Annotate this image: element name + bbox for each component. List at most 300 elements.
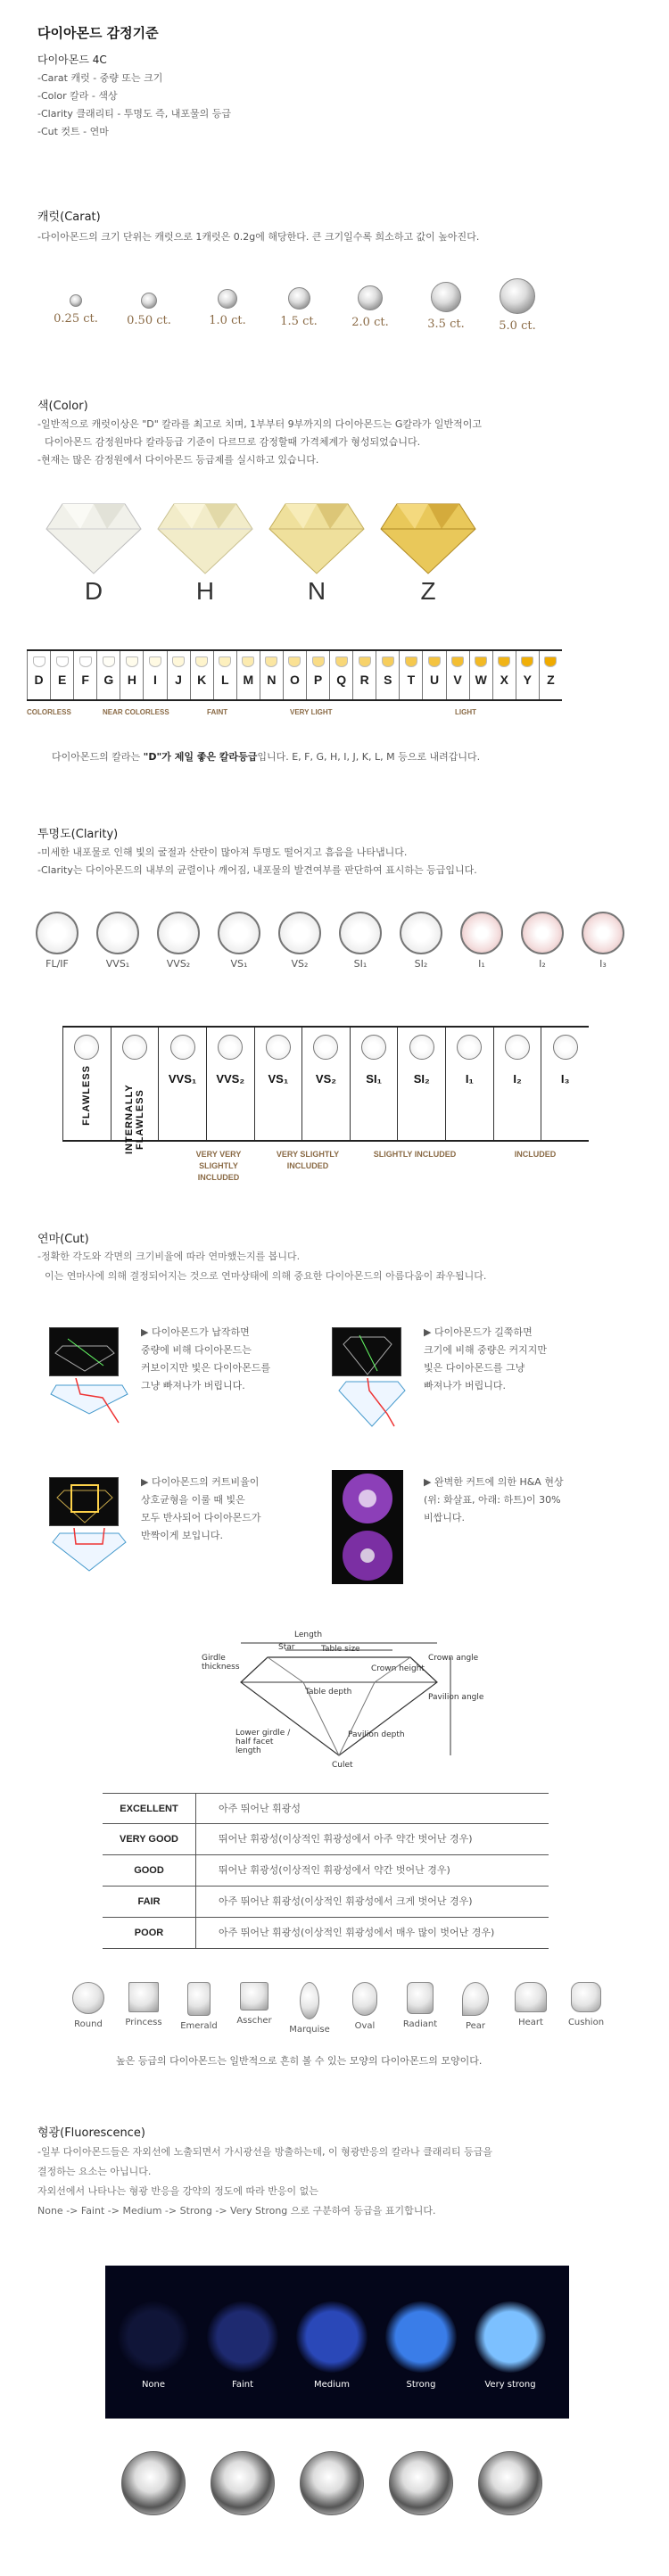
grade-row — [103, 1887, 549, 1918]
diamond-icon — [505, 1035, 530, 1060]
diamond-icon — [288, 287, 310, 310]
clarity-icon-label: I₁ — [478, 958, 485, 970]
diamond-icon — [218, 912, 260, 954]
clarity-icon-label: VS₂ — [291, 958, 309, 970]
clarity-icon — [34, 912, 80, 970]
carat-text: -다이아몬드의 크기 단위는 캐럿으로 1캐럿은 0.2g에 해당한다. 큰 크기일수록 희소하고 값이 높아진다. — [37, 231, 480, 243]
diamond-icon — [218, 289, 237, 309]
carat-label: 2.0 ct. — [351, 316, 389, 329]
color-grade-cell — [236, 651, 260, 699]
hearts-arrows-photo — [332, 1470, 403, 1584]
intro-heading: 다이아몬드 4C — [37, 54, 107, 66]
fluorescence-gem — [475, 2301, 546, 2373]
fluorescence-gem — [118, 2301, 189, 2373]
diamond-icon — [219, 656, 231, 667]
diamond-shape-label: Asscher — [236, 2016, 272, 2026]
fluo-line: 결정하는 요소는 아닙니다. — [37, 2166, 152, 2177]
diamond-icon — [460, 912, 503, 954]
diamond-shape-label: Princess — [125, 2018, 162, 2027]
diamond-icon — [195, 656, 208, 667]
color-grade-letter: W — [475, 673, 487, 687]
grade-name: FAIR — [103, 1887, 196, 1917]
color-diamonds — [45, 495, 491, 605]
diamond-shape — [228, 1982, 280, 2026]
color-grade-letter: L — [220, 673, 229, 687]
grade-row — [103, 1855, 549, 1887]
clarity-grade-cell — [397, 1028, 445, 1140]
diamond-shapes-row — [62, 1982, 605, 2044]
radiant-shape-icon — [407, 1982, 434, 2014]
color-grade-letter: V — [453, 673, 462, 687]
color-grade-cell — [446, 651, 469, 699]
clarity-caption: VERY VERY SLIGHTLY INCLUDED — [195, 1150, 242, 1182]
color-grade-cell — [283, 651, 306, 699]
color-grade-letter: T — [407, 673, 416, 687]
diagram-label: Table size — [321, 1645, 360, 1654]
diamond-icon — [96, 912, 139, 954]
diamond-icon — [313, 1035, 338, 1060]
clarity-caption: SLIGHTLY INCLUDED — [373, 1150, 457, 1159]
cut-block-line: (위: 화살표, 아래: 하트)이 30% — [424, 1494, 561, 1506]
cut-block-line: 비쌉니다. — [424, 1512, 466, 1523]
diamond-icon — [500, 278, 535, 314]
diamond-h-image — [156, 495, 254, 575]
color-grade-letter: K — [197, 673, 207, 687]
clarity-icon-label: FL/IF — [45, 958, 69, 970]
color-grade-letter: X — [500, 673, 508, 687]
carat-label: 3.5 ct. — [427, 318, 465, 331]
cut-block-line: 빛은 다이아몬드를 그냥 — [424, 1362, 525, 1374]
color-note-bold: "D"가 제일 좋은 칼라등급 — [143, 751, 258, 763]
clarity-grade-cell — [206, 1028, 254, 1140]
clarity-grade-label: SI₁ — [366, 1072, 382, 1086]
clarity-text — [37, 844, 477, 879]
diamond-icon — [451, 656, 464, 667]
fluorescence-level-label: Medium — [314, 2380, 350, 2390]
clarity-icon-label: I₃ — [599, 958, 607, 970]
diamond-d-image — [45, 495, 143, 575]
clarity-grade-label: VS₂ — [315, 1072, 337, 1086]
diamond-icon — [218, 1035, 243, 1060]
clarity-icon — [95, 912, 141, 970]
color-grade-cell — [469, 651, 492, 699]
fluorescence-photo — [105, 2266, 569, 2560]
cut-ha-text — [424, 1474, 611, 1527]
round-shape-icon — [72, 1982, 104, 2014]
diamond-shape — [505, 1982, 557, 2027]
color-grade-cell — [539, 651, 562, 699]
grade-desc: 뛰어난 휘광성(이상적인 휘광성에서 아주 약간 벗어난 경우) — [219, 1833, 473, 1845]
color-grade-letter: S — [384, 673, 392, 687]
grade-desc: 아주 뛰어난 휘광성(이상적인 휘광성에서 크게 벗어난 경우) — [219, 1895, 473, 1907]
diamond-shape — [339, 1982, 391, 2031]
clarity-icon — [398, 912, 444, 970]
clarity-line: -Clarity는 다이아몬드의 내부의 균렬이나 깨어짐, 내포물의 발견여부를 판단하여 표시하는 등급입니다. — [37, 864, 477, 876]
color-grade-cell — [50, 651, 73, 699]
clarity-grade-cell — [493, 1028, 541, 1140]
color-line: 다이아몬드 감정원마다 칼라등급 기준이 다르므로 감정할때 가격체계가 형성되었습니다. — [45, 436, 421, 448]
carat-label: 0.50 ct. — [127, 314, 171, 327]
color-note-post: 입니다. E, F, G, H, I, J, K, L, M 등으로 내려갑니다. — [257, 751, 481, 763]
color-grade-letter: U — [429, 673, 440, 687]
clarity-icon — [155, 912, 202, 970]
diamond-icon — [56, 656, 69, 667]
grade-name: EXCELLENT — [103, 1794, 196, 1824]
fluorescence-level-label: Strong — [406, 2380, 436, 2390]
diagram-label: Lower girdle / half facet length — [235, 1729, 291, 1755]
clarity-icon-label: VS₁ — [230, 958, 248, 970]
white-light-diamond — [389, 2451, 453, 2515]
clarity-icon-label: VVS₂ — [166, 958, 191, 970]
clarity-grade-label: VVS₂ — [216, 1072, 245, 1086]
scale-caption: NEAR COLORLESS — [103, 708, 169, 716]
carat-item — [415, 282, 477, 331]
clarity-grade-label: I₂ — [513, 1072, 522, 1086]
carat-heading: 캐럿(Carat) — [37, 211, 101, 224]
diamond-shape-label: Radiant — [402, 2019, 438, 2029]
shapes-note: 높은 등급의 다이아몬드는 일반적으로 흔히 볼 수 있는 모양의 다이아몬드의 모양이다. — [116, 2055, 483, 2067]
color-grade-cell — [213, 651, 236, 699]
clarity-icon — [277, 912, 323, 970]
diamond-n-image — [268, 495, 366, 575]
clarity-grade-cell — [62, 1028, 111, 1140]
clarity-icon — [580, 912, 626, 970]
diamond-icon — [79, 656, 92, 667]
diagram-label: Pavilion depth — [348, 1730, 405, 1739]
diagram-label: Length — [294, 1631, 323, 1639]
clarity-caption: INCLUDED — [514, 1150, 557, 1159]
grade-row — [103, 1824, 549, 1855]
white-light-diamond — [300, 2451, 364, 2515]
diamond-shape-label: Round — [74, 2019, 103, 2029]
carat-item — [339, 285, 401, 329]
color-grade-scale — [27, 649, 562, 701]
diamond-icon — [149, 656, 161, 667]
clarity-grade-label: FLAWLESS — [81, 1065, 93, 1126]
diamond-icon — [70, 294, 82, 307]
diagram-label: Girdle thickness — [202, 1654, 240, 1672]
diamond-shape — [450, 1982, 501, 2031]
color-grade-cell — [422, 651, 445, 699]
cut-block-line: 모두 반사되어 다이아몬드가 — [141, 1512, 261, 1523]
clarity-icon-row — [34, 912, 640, 983]
emerald-shape-icon — [187, 1982, 211, 2016]
marquise-shape-icon — [300, 1982, 319, 2019]
fluorescence-heading: 형광(Fluorescence) — [37, 2126, 145, 2140]
clarity-grade-label: I₃ — [560, 1072, 570, 1086]
color-heading: 색(Color) — [37, 400, 88, 413]
clarity-grade-cell — [111, 1028, 159, 1155]
clarity-icon-label: I₂ — [539, 958, 546, 970]
cut-text — [37, 1247, 486, 1286]
clarity-caption: VERY SLIGHTLY INCLUDED — [276, 1150, 340, 1170]
diamond-shape — [560, 1982, 612, 2027]
fluorescence-text — [37, 2143, 492, 2221]
clarity-grade-label: INTERNALLY FLAWLESS — [123, 1084, 145, 1155]
clarity-icon — [216, 912, 262, 970]
cut-deep-text — [424, 1324, 593, 1395]
diagram-label: Crown height — [371, 1664, 425, 1673]
fluo-line: -일부 다이아몬드들은 자외선에 노출되면서 가시광선을 방출하는데, 이 형광반응의 칼라나 클래리티 등급을 — [37, 2146, 492, 2158]
diamond-icon — [582, 912, 624, 954]
color-grade-cell — [329, 651, 352, 699]
diamond-icon — [544, 656, 557, 667]
scale-caption: LIGHT — [455, 708, 476, 716]
diamond-icon — [475, 656, 487, 667]
white-light-diamond — [211, 2451, 275, 2515]
fluo-line: None -> Faint -> Medium -> Strong -> Very Strong 으로 구분하여 등급을 표기합니다. — [37, 2205, 436, 2217]
clarity-icon — [458, 912, 505, 970]
color-grade-cell — [73, 651, 96, 699]
color-note — [52, 749, 480, 764]
diamond-icon — [170, 1035, 195, 1060]
color-grade-cell — [167, 651, 190, 699]
color-grade-cell — [516, 651, 539, 699]
diamond-icon — [428, 656, 441, 667]
color-grade-letter: D — [34, 673, 44, 687]
cut-heading: 연마(Cut) — [37, 1233, 89, 1246]
diamond-icon — [358, 285, 383, 310]
diamond-icon — [74, 1035, 99, 1060]
carat-label: 1.5 ct. — [280, 315, 318, 328]
diamond-shape-label: Pear — [465, 2021, 486, 2031]
cut-ideal-text — [141, 1474, 310, 1545]
grade-desc: 아주 뛰어난 휘광성(이상적인 휘광성에서 매우 많이 벗어난 경우) — [219, 1927, 495, 1938]
diamond-icon — [382, 656, 394, 667]
color-letter: Z — [420, 577, 436, 605]
cut-block-line: ▶ 다이아몬드의 커트비율이 — [141, 1476, 260, 1488]
white-light-diamond — [478, 2451, 542, 2515]
cut-block-line: ▶ 다이아몬드가 길쭉하면 — [424, 1326, 533, 1338]
diamond-icon — [361, 1035, 386, 1060]
diamond-icon — [278, 912, 321, 954]
fluorescence-level-label: None — [141, 2380, 166, 2390]
fluorescence-gem — [207, 2301, 278, 2373]
grade-name: VERY GOOD — [103, 1824, 196, 1854]
clarity-icon-label: VVS₁ — [105, 958, 130, 970]
diamond-icon — [288, 656, 301, 667]
cut-block-line: 빠져나가 버립니다. — [424, 1380, 507, 1391]
color-grade-cell — [96, 651, 120, 699]
diamond-icon — [335, 656, 348, 667]
pear-shape-icon — [462, 1982, 489, 2016]
color-grade-cell — [376, 651, 399, 699]
diamond-icon — [400, 912, 442, 954]
diamond-icon — [409, 1035, 434, 1060]
color-grade-cell — [120, 651, 143, 699]
diagram-label: Star — [278, 1643, 295, 1652]
diagram-label: Table depth — [305, 1688, 352, 1697]
asscher-shape-icon — [240, 1982, 268, 2010]
color-letter: N — [307, 577, 326, 605]
diamond-shape — [284, 1982, 335, 2035]
white-light-diamond — [121, 2451, 186, 2515]
color-grade-letter: I — [153, 673, 157, 687]
cut-line: 이는 연마사에 의해 결정되어지는 것으로 연마상태에 의해 중요한 다이아몬드의 아름다움이 좌우됩니다. — [45, 1270, 487, 1282]
color-grade-letter: Z — [547, 673, 555, 687]
diamond-icon — [498, 656, 510, 667]
diamond-icon — [242, 656, 254, 667]
color-line: -현재는 많은 감정원에서 다이아몬드 등급제를 실시하고 있습니다. — [37, 454, 319, 466]
scale-caption: FAINT — [207, 708, 228, 716]
color-grade-cell — [190, 651, 213, 699]
diamond-icon — [405, 656, 417, 667]
diagram-label: Culet — [332, 1761, 353, 1770]
clarity-grade-label: VVS₁ — [168, 1072, 197, 1086]
cut-block-line: ▶ 완벽한 커트에 의한 H&A 현상 — [424, 1476, 564, 1488]
color-grade-cell — [399, 651, 422, 699]
color-grade-letter: M — [243, 673, 254, 687]
clarity-grade-cell — [254, 1028, 302, 1140]
color-grade-cell — [352, 651, 376, 699]
cut-deep-photo — [332, 1327, 401, 1376]
diamond-shape — [118, 1982, 169, 2027]
diamond-icon — [33, 656, 45, 667]
diamond-shape — [394, 1982, 446, 2029]
cut-block-line: 크기에 비해 중량은 커지지만 — [424, 1344, 548, 1356]
color-grade-letter: G — [103, 673, 114, 687]
cut-grade-table — [103, 1793, 549, 1949]
diamond-shape-label: Oval — [354, 2021, 376, 2031]
color-grade-letter: H — [127, 673, 136, 687]
color-grade-cell — [492, 651, 516, 699]
cut-block-line: 상호균형을 이룰 때 빛은 — [141, 1494, 245, 1506]
diamond-icon — [312, 656, 325, 667]
scale-caption: COLORLESS — [27, 708, 71, 716]
diamond-icon — [266, 1035, 291, 1060]
color-grade-letter: Q — [336, 673, 347, 687]
cushion-shape-icon — [571, 1982, 601, 2012]
diamond-icon — [457, 1035, 482, 1060]
diamond-shape-label: Heart — [518, 2018, 543, 2027]
diamond-icon — [521, 912, 564, 954]
scale-caption: VERY LIGHT — [290, 708, 333, 716]
diamond-icon — [141, 293, 157, 309]
intro-list — [37, 70, 231, 141]
diamond-icon — [265, 656, 277, 667]
grade-name: GOOD — [103, 1855, 196, 1886]
diagram-label: Crown angle — [428, 1654, 479, 1663]
clarity-heading: 투명도(Clarity) — [37, 828, 119, 841]
color-grade-cell — [143, 651, 166, 699]
cut-block-line: 중량에 비해 다이아몬드는 — [141, 1344, 252, 1356]
clarity-grade-cell — [301, 1028, 350, 1140]
clarity-icon-label: SI₂ — [414, 958, 428, 970]
cut-block-line: 커보이지만 빛은 다이아몬드를 — [141, 1362, 271, 1374]
color-grade-cell — [260, 651, 283, 699]
diamond-icon — [103, 656, 115, 667]
grade-name: POOR — [103, 1918, 196, 1948]
fluorescence-gem — [385, 2301, 457, 2373]
diamond-icon — [172, 656, 185, 667]
cut-ideal-photo — [49, 1477, 119, 1526]
diamond-icon — [122, 1035, 147, 1060]
diamond-icon — [157, 912, 200, 954]
cut-ideal-diagram — [49, 1528, 129, 1577]
color-grade-letter: O — [290, 673, 300, 687]
carat-item — [486, 278, 549, 333]
diagram-label: Pavilion angle — [428, 1693, 484, 1702]
diamond-shape-label: Cushion — [567, 2018, 605, 2027]
fluorescence-level-label: Very strong — [484, 2380, 536, 2390]
clarity-grade-cell — [350, 1028, 398, 1140]
cut-flat-photo — [49, 1327, 119, 1376]
intro-line: -Clarity 클래리티 - 투명도 즉, 내포물의 등급 — [37, 108, 232, 120]
page-title: 다이아몬드 감정기준 — [37, 25, 159, 41]
grade-desc: 아주 뛰어난 휘광성 — [219, 1803, 301, 1814]
diamond-icon — [36, 912, 78, 954]
grade-row — [103, 1918, 549, 1949]
color-grade-letter: J — [175, 673, 182, 687]
carat-item — [268, 287, 330, 328]
fluorescence-gem — [296, 2301, 368, 2373]
clarity-grade-label: SI₂ — [413, 1072, 430, 1086]
cut-block-line: ▶ 다이아몬드가 납작하면 — [141, 1326, 250, 1338]
clarity-grade-label: VS₁ — [268, 1072, 289, 1086]
color-letter: H — [195, 577, 215, 605]
diamond-icon — [553, 1035, 578, 1060]
diamond-z-image — [379, 495, 477, 575]
color-grade-letter: P — [313, 673, 323, 687]
carat-label: 5.0 ct. — [499, 319, 536, 333]
diamond-shape — [62, 1982, 114, 2029]
color-grade-cell — [306, 651, 329, 699]
diamond-icon — [359, 656, 371, 667]
carat-scale — [45, 285, 544, 348]
color-grade-letter: Y — [523, 673, 533, 687]
cut-block-line: 반짝이게 보입니다. — [141, 1530, 224, 1541]
cut-flat-text — [141, 1324, 310, 1395]
princess-shape-icon — [128, 1982, 159, 2012]
clarity-grade-cell — [158, 1028, 206, 1140]
color-grade-letter: R — [359, 673, 369, 687]
carat-label: 0.25 ct. — [54, 312, 98, 326]
carat-item — [196, 289, 259, 327]
oval-shape-icon — [352, 1982, 377, 2016]
color-text — [37, 416, 482, 469]
clarity-icon — [337, 912, 384, 970]
carat-item — [45, 294, 107, 326]
clarity-icon-label: SI₁ — [353, 958, 368, 970]
clarity-grade-cell — [541, 1028, 589, 1140]
grade-row — [103, 1793, 549, 1824]
cut-deep-diagram — [332, 1378, 412, 1427]
diamond-icon — [521, 656, 533, 667]
clarity-grade-cell — [445, 1028, 493, 1140]
color-grade-letter: E — [57, 673, 67, 687]
color-note-pre: 다이아몬드의 칼라는 — [52, 751, 144, 763]
color-grade-letter: N — [267, 673, 277, 687]
intro-line: -Cut 컷트 - 연마 — [37, 126, 109, 137]
clarity-line: -미세한 내포물로 인해 빛의 굴절과 산란이 많아져 투명도 떨어지고 흠음을 나타냅니다. — [37, 846, 408, 858]
fluorescence-level-label: Faint — [232, 2380, 253, 2390]
diamond-icon — [431, 282, 461, 312]
diamond-icon — [126, 656, 138, 667]
clarity-grade-label: I₁ — [465, 1072, 474, 1086]
cut-block-line: 그냥 빠져나가 버립니다. — [141, 1380, 245, 1391]
color-grade-cell — [27, 651, 50, 699]
diamond-icon — [339, 912, 382, 954]
carat-label: 1.0 ct. — [209, 314, 246, 327]
clarity-icon — [519, 912, 566, 970]
intro-line: -Carat 캐럿 - 중량 또는 크기 — [37, 72, 163, 84]
carat-item — [118, 293, 180, 327]
fluo-line: 자외선에서 나타나는 형광 반응을 강약의 정도에 따라 반응이 없는 — [37, 2185, 318, 2197]
diamond-shape-label: Marquise — [289, 2025, 330, 2035]
diamond-proportion-diagram — [202, 1631, 500, 1773]
heart-shape-icon — [515, 1982, 547, 2012]
diamond-shape — [173, 1982, 225, 2031]
